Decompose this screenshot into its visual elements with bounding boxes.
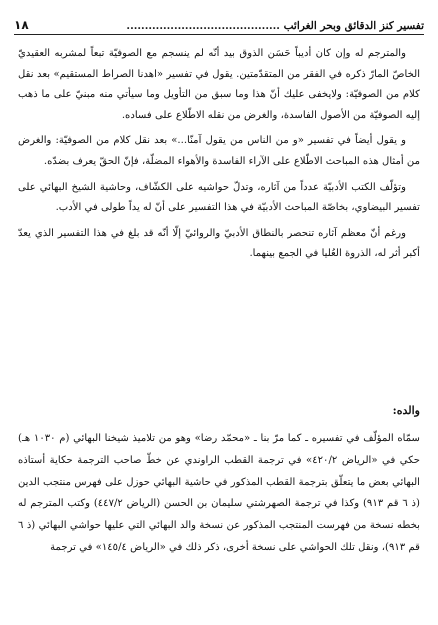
section-text bbox=[18, 428, 420, 559]
paragraph: و يقول أيضاً في تفسير «و من الناس من يقول آمنّا...» بعد نقل كلام من الصوفيّة: والغرض من أمثال هذه المباحث الاطّلاع على الآراء الفاسدة والأهواء المضلّة، فإنّ الحقّ يعرف بضدّه. bbox=[18, 135, 420, 167]
leader-dots: .......................................... bbox=[126, 20, 280, 32]
paragraph: وتؤلّف الكتب الأدبيّة عدداً من آثاره، وتدلّ حواشيه على الكشّاف، وحاشية الشيخ البهائي على تفسير البيضاوي، بخاصّة المباحث الأدبيّة في هذا التفسير على أنّ له يداً طولى في الأدب. bbox=[18, 181, 420, 214]
running-title bbox=[126, 20, 424, 32]
section-heading: والده: bbox=[392, 404, 420, 417]
body-text bbox=[18, 44, 420, 270]
page-header bbox=[14, 10, 424, 35]
paragraph: سمّاه المؤلّف في تفسيره ـ كما مرّ بنا ـ «محمّد رضا» وهو من تلاميذ شيخنا البهائي (م ١٠٣٠ هـ) حكي في «الرياض ٤٢٠/٢» في ترجمة القطب الراوندي عن خطّ صاحب الترجمة حكاية أستاذه البهائي بعض ما يتعلّق بترجمة القطب المذكور في حاشية البهائي حوزل على فهرس منتجب الدين (ذ ٦ قم ٩١٣) وكذا في ترجمة الصهرشتي سليمان بن الحسن (الرياض ٤٤٧/٢) وكتب المترجم له بخطه نسخة من فهرست المنتجب المذكور عن نسخة والد البهائي التي عليها حواشي البهائي (ذ ٦ قم ٩١٣)، ونقل تلك الحواشي على نسخة أخرى، ذكر ذلك في «الرياض ١٤٥/٤» في ترجمة bbox=[18, 433, 420, 553]
paragraph: والمترجم له وإن كان أديباً حَسَن الذوق بيد أنّه لم ينسجم مع الصوفيّة تبعاً لمشربه العقيديّ الخاصّ المارّ ذكره في الفقر من المتقدّمتين. يقول في تفسير «اهدنا الصراط المستقيم» بعد نقل كلام من الصوفيّة: ولايخفى عليك أنّ هذا وما سبق من التأويل وما سيأتي منه مبنيّ على ما ذهب إليه الصوفيّة من الأصول الفاسدة، والغرض من نقله الاطّلاع على فساده. bbox=[18, 48, 420, 121]
page-number: ١٨ bbox=[14, 18, 29, 32]
running-title-text: تفسير كنز الدقائق وبحر الغرائب bbox=[283, 20, 424, 32]
paragraph: ورغم أنّ معظم آثاره تنحصر بالنطاق الأدبيّ والروائيّ إلّا أنّه قد بلغ في هذا التفسير الذي يعدّ أكبر أثر له، الذروة العُليا في الجمع بينهما. bbox=[18, 227, 420, 260]
